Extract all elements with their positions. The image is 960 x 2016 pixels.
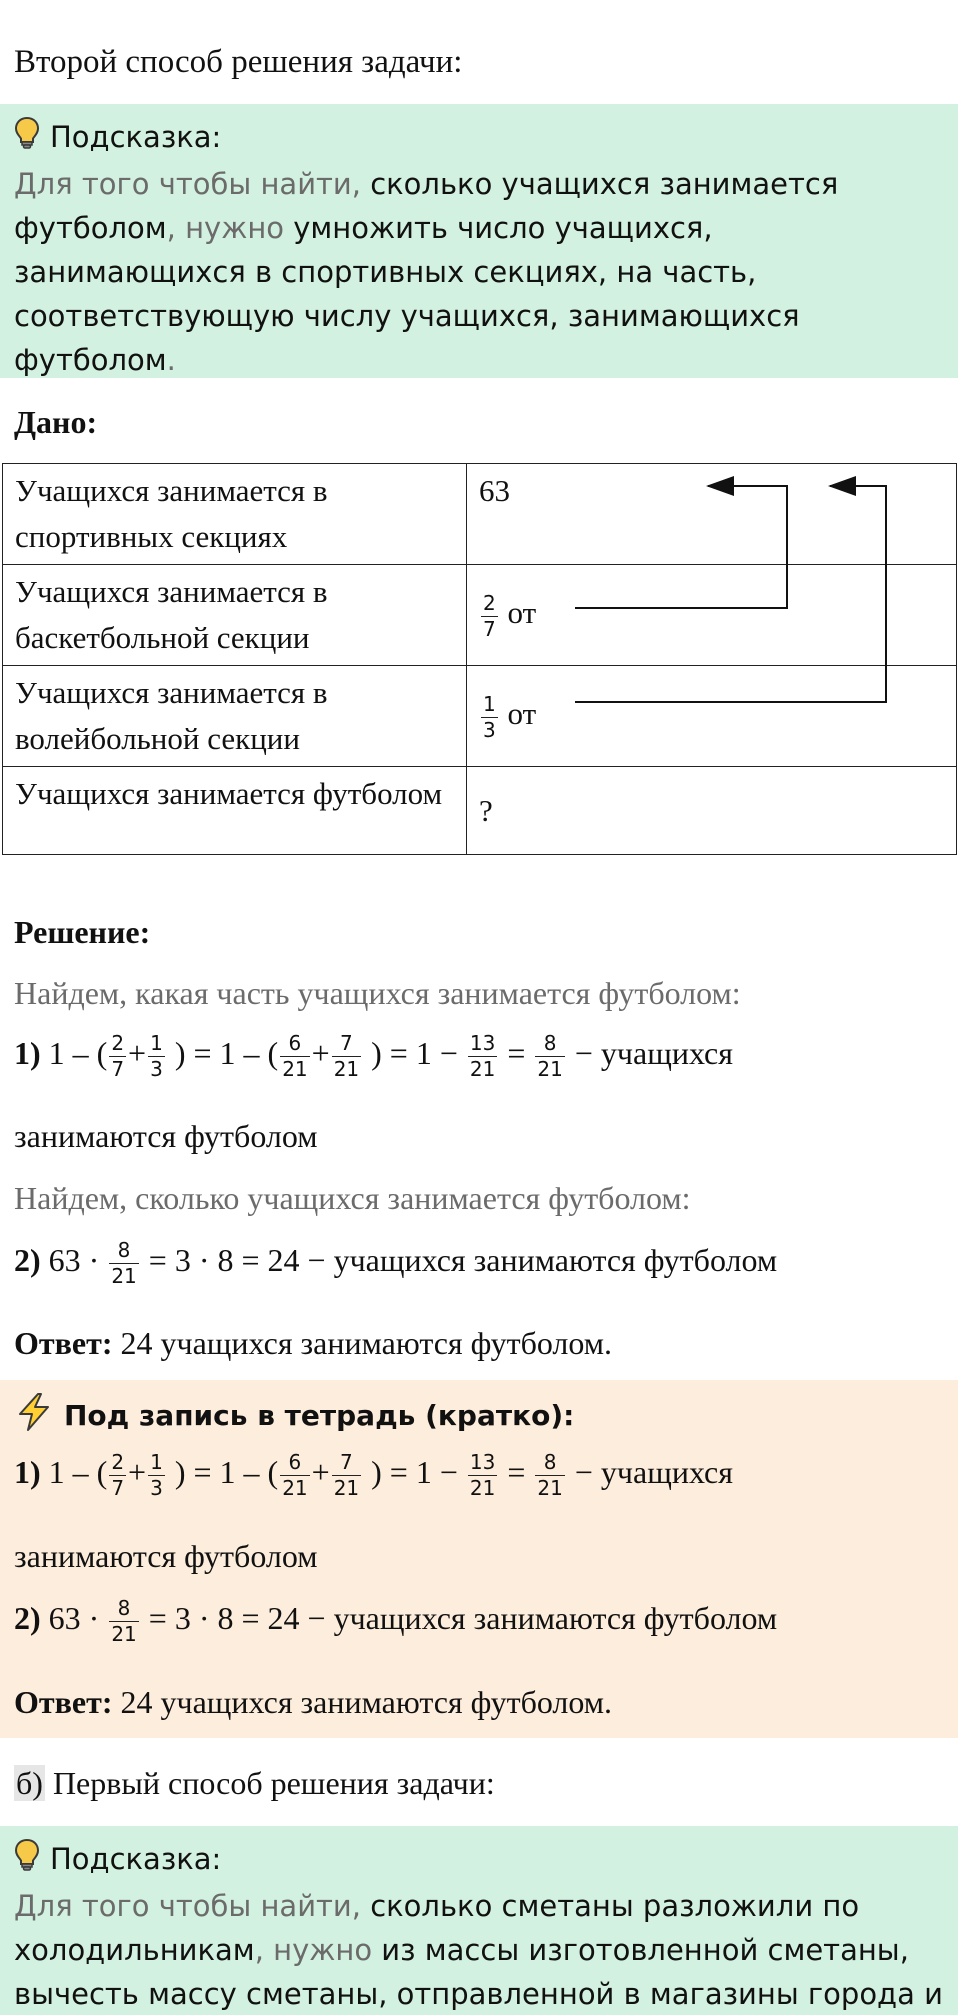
expr-part: + (128, 1453, 147, 1490)
fraction (109, 1598, 138, 1645)
hint-text-part: . (166, 343, 176, 377)
value-suffix: от (507, 595, 537, 631)
expr-part: = 3 · 8 = 24 − учащихся занимаются футболом (148, 1241, 778, 1278)
fraction-numerator: 8 (535, 1033, 564, 1057)
hint-text-part: , нужно (254, 1933, 382, 1967)
fraction (109, 1452, 126, 1499)
fraction-numerator: 6 (280, 1033, 309, 1057)
answer-text: 24 учащихся занимаются футболом. (112, 1684, 613, 1720)
fraction-numerator: 13 (469, 1031, 496, 1055)
method-title: Второй способ решения задачи: (14, 44, 463, 80)
note-answer-line (14, 1684, 612, 1721)
fraction-numerator: 8 (535, 1452, 564, 1476)
solution-step-1 (14, 1033, 733, 1080)
solution-heading: Решение: (14, 914, 151, 950)
expr-part: ) = 1 – ( (174, 1453, 279, 1490)
lightbulb-icon (14, 1838, 40, 1879)
hint-header (14, 1838, 221, 1879)
fraction-numerator: 1 (150, 1031, 163, 1055)
expr-part: = (507, 1453, 526, 1490)
fraction-numerator: 7 (332, 1452, 361, 1476)
expr-part: − учащихся (574, 1453, 733, 1490)
arrow-basketball-to-total (575, 486, 787, 608)
answer-label: Ответ: (14, 1325, 113, 1361)
fraction (535, 1033, 564, 1080)
fraction-denominator: 7 (111, 1476, 125, 1500)
part-title-text: Первый способ решения задачи: (44, 1765, 495, 1801)
fraction-denominator: 21 (282, 1057, 308, 1081)
answer-label: Ответ: (14, 1684, 113, 1720)
fraction (109, 1240, 138, 1287)
hint-text-part: , нужно (166, 211, 294, 245)
fraction (280, 1033, 309, 1080)
fraction (148, 1452, 165, 1499)
hint-text-emphasis: сколько сметаны разложили по холодильникам (14, 1889, 860, 1967)
fraction (109, 1033, 126, 1080)
expr-part: + (311, 1453, 330, 1490)
answer-text: 24 учащихся занимаются футболом. (112, 1325, 613, 1361)
solution-step-1-cont: занимаются футболом (14, 1118, 318, 1154)
fraction-denominator: 3 (483, 717, 496, 742)
hint-text (14, 1884, 944, 2016)
fraction-numerator: 6 (280, 1452, 309, 1476)
expr-part: ) = 1 – ( (174, 1034, 279, 1071)
fraction-denominator: 21 (537, 1057, 563, 1081)
table-cell-label: Учащихся занимается в баскетбольной секции (3, 565, 467, 666)
note-step-1 (14, 1452, 733, 1499)
expr-part: + (311, 1034, 330, 1071)
expr-part: ) = 1 − (371, 1453, 458, 1490)
hint-text-emphasis: умножить число учащихся, занимающихся в спортивных секциях, на часть, соответствующую числу учащихся, занимающихся футболом (14, 211, 800, 377)
expr-part: 1 – ( (48, 1034, 108, 1071)
lightning-icon (14, 1392, 54, 1439)
part-letter: б) (16, 1765, 43, 1801)
fraction-denominator: 21 (537, 1476, 563, 1500)
fraction (332, 1033, 361, 1080)
note-step-1-cont: занимаются футболом (14, 1538, 318, 1574)
fraction-numerator: 8 (109, 1598, 138, 1622)
fraction-denominator: 21 (333, 1057, 360, 1081)
fraction-numerator: 8 (109, 1240, 138, 1264)
table-cell-label: Учащихся занимается в спортивных секциях (3, 464, 467, 565)
fraction-denominator: 7 (483, 616, 496, 641)
part-b-title (14, 1765, 495, 1802)
fraction-denominator: 3 (150, 1476, 163, 1500)
fraction (468, 1033, 497, 1080)
notebook-note-box (0, 1380, 958, 1738)
given-heading: Дано: (14, 404, 98, 440)
expr-part: ) = 1 − (371, 1034, 458, 1071)
expr-part: 1 – ( (48, 1453, 108, 1490)
fraction-numerator: 1 (483, 691, 496, 716)
fraction (332, 1452, 361, 1499)
hint-text-emphasis: сколько учащихся занимается футболом (14, 167, 839, 245)
hint-label: Подсказка: (50, 119, 222, 154)
expr-part: − учащихся (574, 1034, 733, 1071)
relation-arrows (0, 0, 960, 900)
expr-part: 63 · (48, 1241, 100, 1278)
note-header (14, 1392, 574, 1439)
fraction-denominator: 7 (111, 1057, 125, 1081)
solution-hint: Найдем, какая часть учащихся занимается футболом: (14, 975, 741, 1011)
fraction-denominator: 21 (333, 1476, 360, 1500)
table-cell-value: 63 (467, 464, 957, 565)
hint-text-part: Для того чтобы найти, (14, 167, 371, 201)
table-cell-label: Учащихся занимается футболом (3, 767, 467, 855)
fraction-numerator: 2 (111, 1031, 125, 1055)
arrow-volleyball-to-total (575, 486, 886, 702)
step-number: 2) (14, 1599, 41, 1636)
expr-part: + (128, 1034, 147, 1071)
step-number: 1) (14, 1034, 41, 1071)
fraction-numerator: 1 (150, 1450, 163, 1474)
fraction-denominator: 3 (150, 1057, 163, 1081)
note-title: Под запись в тетрадь (кратко): (64, 1399, 575, 1432)
fraction-denominator: 21 (111, 1264, 137, 1288)
fraction (468, 1452, 497, 1499)
step-number: 1) (14, 1453, 41, 1490)
solution-hint: Найдем, сколько учащихся занимается футболом: (14, 1180, 691, 1216)
hint-label: Подсказка: (50, 1841, 222, 1876)
fraction (148, 1033, 165, 1080)
answer-line (14, 1325, 612, 1362)
fraction-denominator: 21 (282, 1476, 308, 1500)
fraction-numerator: 2 (111, 1450, 125, 1474)
expr-part: = 3 · 8 = 24 − учащихся занимаются футболом (148, 1599, 778, 1636)
hint-box (0, 1826, 958, 2015)
table-cell-value: ? (467, 767, 957, 855)
fraction-numerator: 7 (332, 1033, 361, 1057)
hint-text-emphasis: из массы изготовленной сметаны, вычесть массу сметаны, отправленной в магазины города и (14, 1933, 943, 2011)
fraction-numerator: 2 (483, 590, 496, 615)
table-cell-label: Учащихся занимается в волейбольной секции (3, 666, 467, 767)
fraction-denominator: 21 (111, 1622, 137, 1646)
fraction-numerator: 13 (469, 1450, 496, 1474)
note-step-2 (14, 1598, 777, 1645)
fraction-denominator: 21 (469, 1476, 496, 1500)
expr-part: = (507, 1034, 526, 1071)
fraction (535, 1452, 564, 1499)
fraction (280, 1452, 309, 1499)
step-number: 2) (14, 1241, 41, 1278)
hint-text-part: Для того чтобы найти, (14, 1889, 371, 1923)
value-suffix: от (507, 696, 537, 732)
solution-step-2 (14, 1240, 777, 1287)
expr-part: 63 · (48, 1599, 100, 1636)
fraction-denominator: 21 (469, 1057, 496, 1081)
